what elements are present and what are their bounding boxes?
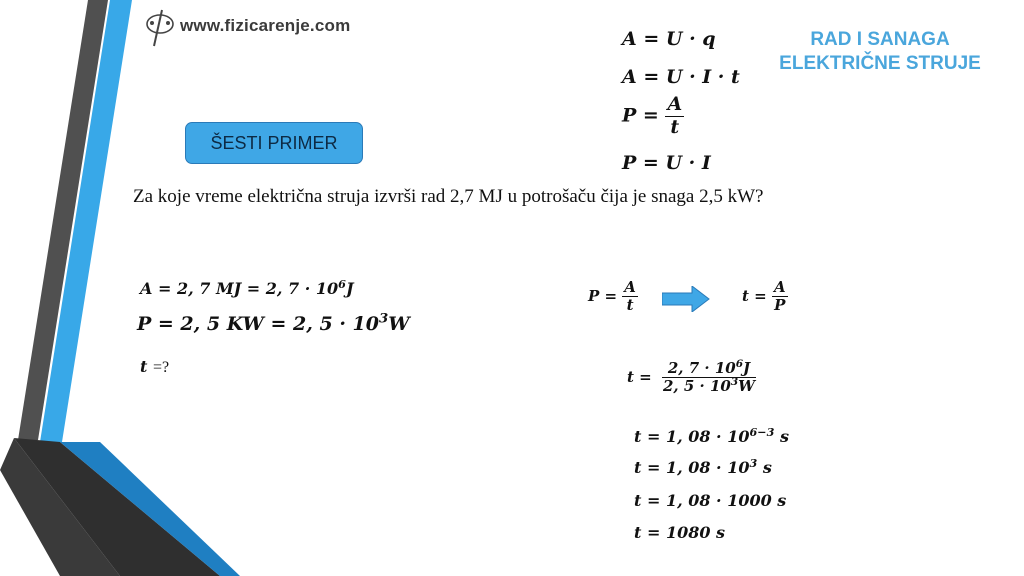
fraction-denominator — [657, 378, 761, 395]
solution-step-3: t = 1, 08 · 1000 s — [634, 491, 787, 510]
unknown-time-rhs: =? — [152, 359, 170, 376]
fraction-denominator: P — [774, 296, 786, 315]
numerator-unit: J — [743, 359, 751, 377]
step-2-unit: s — [757, 458, 772, 477]
denominator-exponent: 3 — [730, 376, 739, 389]
formula-power-product: P = U · I — [622, 152, 711, 174]
formula-work-charge: A = U · q — [622, 28, 716, 50]
denominator-unit: W — [738, 377, 755, 396]
derivation-time — [742, 279, 788, 315]
solution-fraction-lhs: t = — [627, 367, 657, 386]
site-url[interactable]: www.fizicarenje.com — [180, 16, 351, 35]
formula-power-lhs: P = — [622, 104, 666, 127]
unknown-time — [140, 357, 169, 377]
fraction-denominator: t — [626, 296, 634, 315]
page-title — [770, 28, 990, 76]
fraction — [622, 279, 638, 315]
given-work — [140, 276, 354, 298]
fraction — [665, 94, 684, 139]
example-button[interactable]: ŠESTI PRIMER — [185, 122, 363, 164]
step-1-text: t = 1, 08 · 10 — [634, 427, 750, 446]
fraction-numerator: A — [667, 93, 683, 115]
numerator-exponent: 6 — [735, 358, 743, 371]
derivation-power — [588, 279, 638, 315]
right-arrow-icon — [662, 286, 710, 312]
physics-logo-icon — [140, 8, 180, 48]
denominator-text: 2, 5 · 10 — [662, 377, 731, 396]
formula-work-current: A = U · I · t — [622, 66, 740, 88]
step-1-unit: s — [774, 427, 789, 446]
step-2-exponent: 3 — [749, 455, 758, 470]
unknown-time-lhs: t — [140, 357, 153, 376]
given-power-exponent: 3 — [379, 311, 389, 327]
problem-question: Za koje vreme električna struja izvrši rad 2,7 MJ u potrošaču čija je snaga 2,5 kW? — [133, 186, 764, 207]
derivation-time-lhs: t = — [742, 286, 772, 305]
formula-power-fraction — [622, 94, 684, 139]
solution-fraction — [627, 360, 761, 396]
fraction-denominator: t — [670, 115, 680, 138]
fraction-numerator — [662, 360, 756, 378]
solution-result: t = 1080 s — [634, 523, 726, 542]
solution-step-1 — [634, 424, 789, 446]
given-work-unit: J — [345, 279, 354, 298]
derivation-power-lhs: P = — [588, 286, 623, 305]
given-work-text: A = 2, 7 MJ = 2, 7 · 10 — [140, 279, 339, 298]
given-power — [137, 313, 410, 335]
given-work-exponent: 6 — [338, 276, 346, 291]
fraction-numerator: A — [624, 278, 636, 296]
solution-step-2 — [634, 455, 772, 477]
title-line-2: ELEKTRIČNE STRUJE — [779, 53, 981, 74]
fraction-numerator: A — [773, 278, 786, 296]
given-power-text: P = 2, 5 KW = 2, 5 · 10 — [137, 313, 379, 335]
fraction — [657, 360, 761, 396]
step-1-exponent: 6−3 — [749, 424, 775, 439]
fraction — [772, 279, 788, 315]
title-line-1: RAD I SANAGA — [810, 29, 950, 50]
numerator-text: 2, 7 · 10 — [667, 359, 736, 377]
step-2-text: t = 1, 08 · 10 — [634, 458, 750, 477]
given-power-unit: W — [388, 313, 410, 335]
